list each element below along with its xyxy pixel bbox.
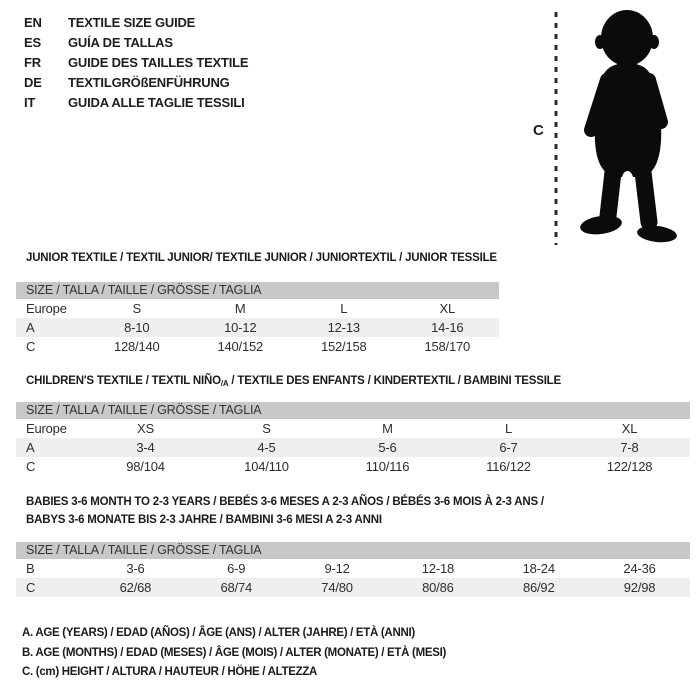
- row-label: C: [26, 459, 36, 474]
- language-row-de: [24, 73, 248, 93]
- language-code: EN: [24, 15, 42, 30]
- size-cell: M: [382, 421, 393, 436]
- language-code: FR: [24, 55, 41, 70]
- height-cell: 110/116: [365, 459, 410, 474]
- table-row: [16, 559, 690, 578]
- months-cell: 3-6: [126, 561, 145, 576]
- row-label: Europe: [26, 301, 67, 316]
- table-row: [16, 578, 690, 597]
- height-cell: 116/122: [486, 459, 531, 474]
- size-cell: L: [340, 301, 348, 316]
- language-title: TEXTILGRÖßENFÜHRUNG: [68, 75, 230, 90]
- size-header-bar: SIZE / TALLA / TAILLE / GRÖSSE / TAGLIA: [16, 282, 499, 299]
- row-label: B: [26, 561, 35, 576]
- height-cell: 104/110: [244, 459, 289, 474]
- size-cell: XL: [439, 301, 455, 316]
- footnote-c: C. (cm) HEIGHT / ALTURA / HAUTEUR / HÖHE / ALTEZZA: [22, 666, 318, 678]
- months-cell: 18-24: [522, 561, 555, 576]
- size-cell: M: [234, 301, 246, 316]
- language-title: GUÍA DE TALLAS: [68, 35, 173, 50]
- footnote-a: A. AGE (YEARS) / EDAD (AÑOS) / ÂGE (ANS) / ALTER (JAHRE) / ETÀ (ANNI): [22, 627, 415, 639]
- months-cell: 12-18: [421, 561, 455, 576]
- babies-title-line2: BABYS 3-6 MONATE BIS 2-3 JAHRE / BAMBINI 3-6 MESI A 2-3 ANNI: [26, 514, 382, 526]
- size-cell: L: [504, 421, 513, 436]
- babies-title-line1: BABIES 3-6 MONTH TO 2-3 YEARS / BEBÉS 3-6 MESES A 2-3 AÑOS / BÉBÉS 3-6 MOIS À 2-3 ANS /: [26, 496, 544, 508]
- age-cell: 4-5: [257, 440, 276, 455]
- language-row-fr: [24, 53, 248, 73]
- age-cell: 10-12: [224, 320, 257, 335]
- table-row: [16, 337, 499, 356]
- language-code: DE: [24, 75, 42, 90]
- footnote-b: B. AGE (MONTHS) / EDAD (MESES) / ÂGE (MOIS) / ALTER (MONATE) / ETÀ (MESI): [22, 646, 447, 659]
- size-cell: S: [132, 301, 141, 316]
- age-cell: 14-16: [431, 320, 464, 335]
- junior-table-title: JUNIOR TEXTILE / TEXTIL JUNIOR/ TEXTILE JUNIOR / JUNIORTEXTIL / JUNIOR TESSILE: [26, 252, 497, 264]
- language-list: [24, 13, 248, 113]
- height-cell: 140/152: [217, 339, 264, 354]
- children-title-post: / TEXTILE DES ENFANTS / KINDERTEXTIL / BAMBINI TESSILE: [228, 375, 561, 387]
- height-cell: 158/170: [424, 339, 471, 354]
- height-cell: 62/68: [119, 580, 152, 595]
- child-figure: [527, 4, 700, 250]
- months-cell: 9-12: [324, 561, 350, 576]
- size-cell: XL: [621, 421, 638, 436]
- height-cell: 152/158: [320, 339, 367, 354]
- age-cell: 6-7: [499, 440, 518, 455]
- row-label: C: [26, 339, 36, 354]
- height-cell: 86/92: [522, 580, 555, 595]
- children-table: [16, 402, 690, 476]
- children-title-pre: CHILDREN'S TEXTILE / TEXTIL NIÑO: [26, 375, 221, 387]
- age-cell: 8-10: [124, 320, 150, 335]
- months-cell: 24-36: [623, 561, 656, 576]
- age-cell: 3-4: [136, 440, 155, 455]
- language-title: GUIDE DES TAILLES TEXTILE: [68, 55, 249, 70]
- footnotes: [22, 624, 446, 683]
- table-row: [16, 299, 499, 318]
- row-label: A: [26, 320, 35, 335]
- language-row-en: [24, 13, 248, 33]
- row-label: A: [26, 440, 35, 455]
- row-label: C: [26, 580, 36, 595]
- language-title: GUIDA ALLE TAGLIE TESSILI: [68, 95, 245, 110]
- language-code: ES: [24, 35, 41, 50]
- children-table-title: [26, 372, 561, 393]
- height-cell: 122/128: [606, 459, 653, 474]
- row-label: Europe: [26, 421, 67, 436]
- table-row: [16, 438, 690, 457]
- babies-table-title: [26, 493, 544, 529]
- size-header-bar: SIZE / TALLA / TAILLE / GRÖSSE / TAGLIA: [16, 402, 690, 419]
- babies-table: [16, 542, 690, 597]
- height-cell: 68/74: [220, 580, 253, 595]
- size-cell: S: [262, 421, 271, 436]
- child-silhouette-icon: [527, 4, 700, 250]
- height-cell: 98/104: [126, 459, 165, 474]
- height-cell: 128/140: [113, 339, 160, 354]
- language-row-it: [24, 93, 248, 113]
- table-row: [16, 419, 690, 438]
- height-cell: 92/98: [623, 580, 656, 595]
- age-cell: 5-6: [378, 440, 397, 455]
- language-row-es: [24, 33, 248, 53]
- months-cell: 6-9: [227, 561, 246, 576]
- size-cell: XS: [137, 421, 154, 436]
- table-row: [16, 318, 499, 337]
- height-measure-label: C: [533, 122, 544, 139]
- height-cell: 74/80: [321, 580, 353, 595]
- junior-table: [16, 282, 499, 356]
- language-title: TEXTILE SIZE GUIDE: [68, 15, 196, 30]
- children-title-sub: /A: [220, 379, 229, 388]
- table-row: [16, 457, 690, 476]
- age-cell: 12-13: [327, 320, 360, 335]
- age-cell: 7-8: [620, 440, 639, 455]
- height-cell: 80/86: [422, 580, 454, 595]
- language-code: IT: [24, 95, 36, 110]
- size-header-bar: SIZE / TALLA / TAILLE / GRÖSSE / TAGLIA: [16, 542, 690, 559]
